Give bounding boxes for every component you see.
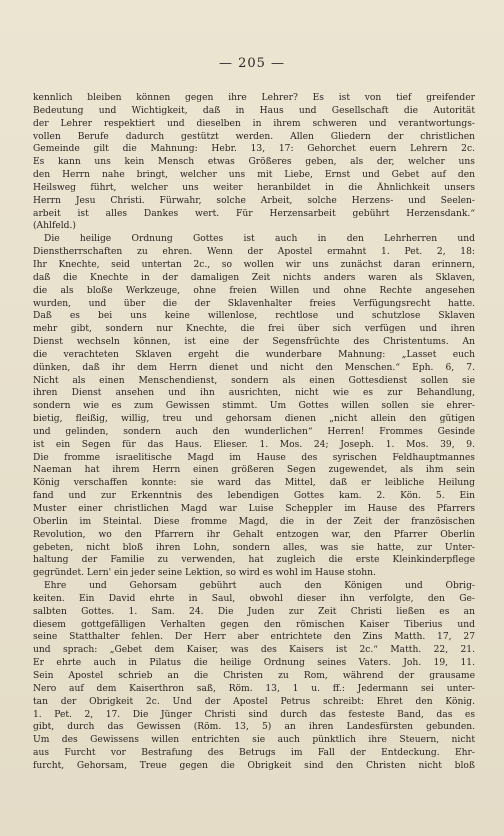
text-line: Naeman hat ihrem Herrn einen größeren Segen zugewendet, als ihm sein — [33, 465, 475, 476]
text-line: Heilsweg führt, welcher uns weiter heranbildet in die Ähnlichkeit unsers — [33, 182, 475, 193]
text-line: Um des Gewissens willen entrichten sie auch pünktlich ihre Steuern, nicht — [33, 735, 475, 746]
text-line: aus Furcht vor Bestrafung des Betrugs im Fall der Entdeckung. Ehr- — [33, 748, 475, 759]
text-line: König verschaffen konnte: sie ward das Mittel, daß er leibliche Heilung — [33, 478, 475, 489]
text-line: wurden, und über die der Sklavenhalter freies Verfügungsrecht hatte. — [33, 298, 475, 309]
text-line: Ihr Knechte, seid untertan 2c., so wollen wir uns zunächst daran erinnern, — [33, 259, 475, 270]
text-line: Bedeutung und Wichtigkeit, daß in Haus und Gesellschaft die Autorität — [33, 105, 475, 116]
text-line: Ehre und Gehorsam gebührt auch den Königen und Obrig- — [44, 581, 475, 592]
text-line: diesem gottgefälligen Verhalten gegen den römischen Kaiser Tiberius und — [33, 619, 475, 630]
text-line: den Herrn nahe bringt, welcher uns mit Liebe, Ernst und Gebet auf den — [33, 170, 475, 181]
paragraph — [33, 233, 475, 580]
text-line: Nicht als einen Menschendienst, sondern als einen Gottesdienst sollen sie — [33, 375, 475, 386]
text-line: 1. Pet. 2, 17. Die Jünger Christi sind durch das festeste Band, das es — [33, 709, 475, 720]
text-line: tan der Obrigkeit 2c. Und der Apostel Petrus schreibt: Ehret den König. — [33, 696, 475, 707]
text-line: Dienst wechseln können, ist eine der Segensfrüchte des Christentums. An — [33, 337, 475, 348]
text-line: bietig, fleißig, willig, treu und gehorsam dienen „nicht allein den gütigen — [33, 414, 475, 425]
text-line: Es kann uns kein Mensch etwas Größeres geben, als der, welcher uns — [33, 157, 475, 168]
paragraph — [33, 92, 475, 233]
text-line: Die fromme israelitische Magd im Hause des syrischen Feldhauptmannes — [33, 452, 475, 463]
text-line: die als bloße Werkzeuge, ohne freien Willen und ohne Rechte angesehen — [33, 285, 475, 296]
text-line: und sprach: „Gebet dem Kaiser, was des Kaisers ist 2c.“ Matth. 22, 21. — [33, 645, 475, 656]
text-line: mehr gibt, sondern nur Knechte, die frei über sich verfügen und ihren — [33, 324, 475, 335]
text-line: der Lehrer respektiert und dieselben in ihrem schweren und verantwortungs- — [33, 118, 475, 129]
text-line: arbeit ist alles Dankes wert. Für Herzensarbeit gebührt Herzensdank.“ — [33, 208, 475, 219]
text-line: Oberlin im Steintal. Diese fromme Magd, die in der Zeit der französischen — [33, 516, 475, 527]
text-line: keiten. Ein David ehrte in Saul, obwohl dieser ihn verfolgte, den Ge- — [33, 593, 475, 604]
text-line: sondern wie es zum Gewissen stimmt. Um Gottes willen sollen sie ehrer- — [33, 401, 475, 412]
body-text — [33, 92, 475, 773]
text-line: furcht, Gehorsam, Treue gegen die Obrigkeit sind den Christen nicht bloß — [33, 760, 475, 771]
text-line: Herrn Jesu Christi. Fürwahr, solche Arbeit, solche Herzens- und Seelen- — [33, 195, 475, 206]
text-line: fand und zur Erkenntnis des lebendigen Gottes kam. 2. Kön. 5. Ein — [33, 491, 475, 502]
text-line: Er ehrte auch in Pilatus die heilige Ordnung seines Vaters. Joh. 19, 11. — [33, 658, 475, 669]
text-line: kennlich bleiben können gegen ihre Lehrer? Es ist von tief greifender — [33, 93, 475, 103]
text-line: die verachteten Sklaven ergeht die wunderbare Mahnung: „Lasset euch — [33, 349, 475, 360]
paragraph — [33, 580, 475, 773]
page-number: — 205 — — [218, 56, 286, 71]
text-line: Muster einer christlichen Magd war Luise Scheppler im Hause des Pfarrers — [33, 504, 475, 514]
text-line: Sein Apostel schrieb an die Christen zu Rom, während der grausame — [33, 670, 475, 681]
text-line: seine Statthalter fehlen. Der Herr aber entrichtete den Zins Matth. 17, 27 — [33, 632, 475, 643]
text-line: ist ein Segen für das Haus. Elieser. 1. Mos. 24; Joseph. 1. Mos. 39, 9. — [33, 439, 475, 450]
text-line: (Ahlfeld.) — [33, 221, 76, 232]
text-line: und gelinden, sondern auch den wunderlichen“ Herren! Frommes Gesinde — [33, 426, 475, 437]
text-line: Nero auf dem Kaiserthron saß, Röm. 13, 1 u. ff.: Jedermann sei unter- — [33, 683, 475, 694]
text-line: vollen Berufe dadurch gestützt werden. Allen Gliedern der christlichen — [33, 131, 475, 142]
text-line: Daß es bei uns keine willenlose, rechtlose und schutzlose Sklaven — [33, 311, 475, 322]
text-line: Die heilige Ordnung Gottes ist auch in den Lehrherren und — [44, 234, 475, 245]
text-line: salbten Gottes. 1. Sam. 24. Die Juden zur Zeit Christi ließen es an — [33, 606, 475, 617]
text-line: dünken, daß ihr dem Herrn dienet und nicht den Menschen.“ Eph. 6, 7. — [33, 362, 475, 373]
text-line: Dienstherrschaften zu ehren. Wenn der Apostel ermahnt 1. Pet. 2, 18: — [33, 247, 475, 258]
text-line: ihren Dienst ansehen und ihn ausrichten, nicht wie es zur Behandlung, — [33, 388, 475, 399]
text-line: Revolution, wo den Pfarrern ihr Gehalt entzogen war, den Pfarrer Oberlin — [33, 529, 475, 540]
text-line: gegründet. Lern' ein jeder seine Lektion, so wird es wohl im Hause stohn. — [33, 568, 376, 579]
text-line: daß die Knechte in der damaligen Zeit nichts anders waren als Sklaven, — [33, 272, 475, 283]
text-line: Gemeinde gilt die Mahnung: Hebr. 13, 17: Gehorchet euern Lehrern 2c. — [33, 144, 475, 155]
text-line: gebeten, nicht bloß ihren Lohn, sondern alles, was sie hatte, zur Unter- — [33, 542, 475, 553]
text-line: haltung der Familie zu verwenden, hat zugleich die erste Kleinkinderpflege — [33, 555, 475, 566]
text-line: gibt, durch das Gewissen (Röm. 13, 5) an ihren Landesfürsten gebunden. — [33, 722, 475, 733]
